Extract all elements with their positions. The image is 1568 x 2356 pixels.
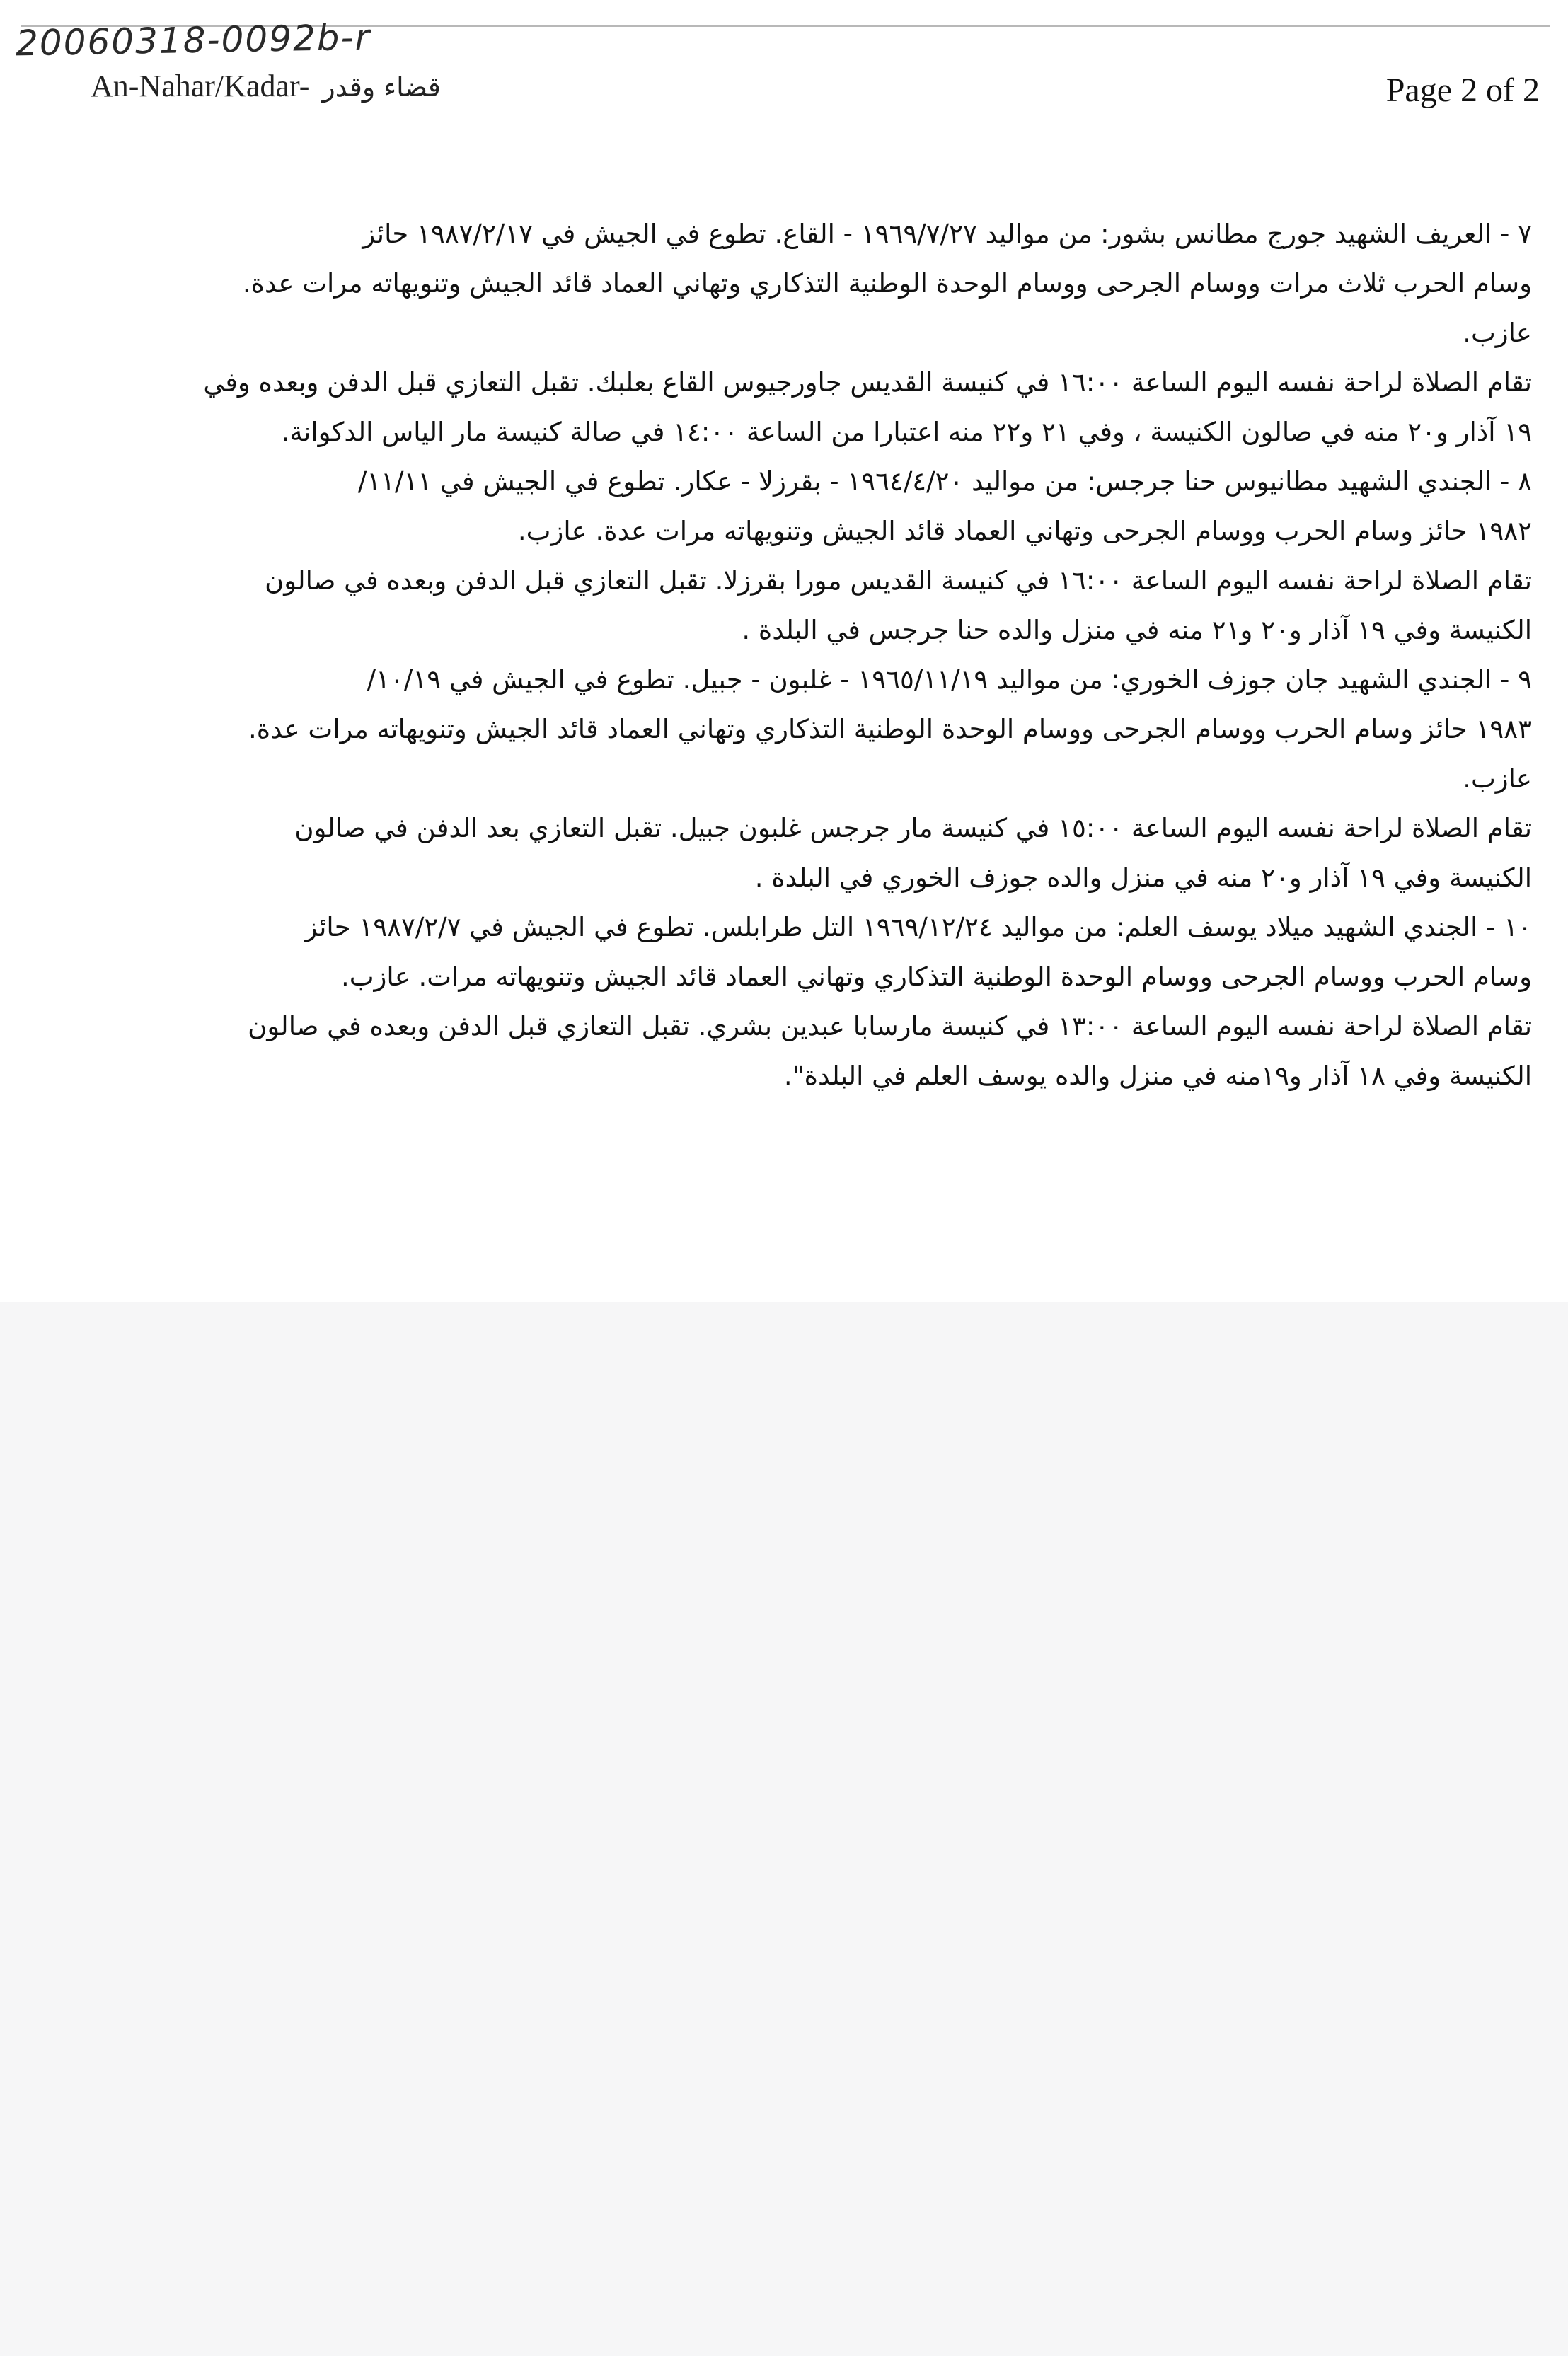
text-line: الكنيسة وفي ١٨ آذار و١٩منه في منزل والده يوسف العلم في البلدة".	[783, 1061, 1532, 1091]
text-line: ١٠ - الجندي الشهيد ميلاد يوسف العلم: من مواليد ١٩٦٩/١٢/٢٤ التل طرابلس. تطوع في الجيش في ١٩٨٧/٢/٧ حائز	[304, 912, 1532, 942]
text-line: ٧ - العريف الشهيد جورج مطانس بشور: من مواليد ١٩٦٩/٧/٢٧ - القاع. تطوع في الجيش في ١٩٨٧/٢/١٧ حائز	[362, 219, 1532, 249]
source-arabic: قضاء وقدر	[322, 71, 441, 103]
text-line: ١٩٨٢ حائز وسام الحرب ووسام الجرحى وتهاني العماد قائد الجيش وتنويهاته مرات عدة. عازب.	[517, 516, 1532, 546]
text-line: ١٩٨٣ حائز وسام الحرب ووسام الجرحى ووسام الوحدة الوطنية التذكاري وتهاني العماد قائد الجيش وتنويهاته مرات عدة.	[248, 714, 1532, 744]
handwritten-reference: 20060318-0092b-r	[15, 16, 371, 64]
text-line: وسام الحرب ثلاث مرات ووسام الجرحى ووسام الوحدة الوطنية التذكاري وتهاني العماد قائد الجيش وتنويهاته مرات عدة.	[242, 268, 1532, 299]
text-line: تقام الصلاة لراحة نفسه اليوم الساعة ١٣:٠٠ في كنيسة مارسابا عبدين بشري. تقبل التعازي قبل الدفن وبعده في صالون	[248, 1011, 1532, 1041]
text-line: عازب.	[1463, 318, 1532, 348]
text-line: ١٩ آذار و٢٠ منه في صالون الكنيسة ، وفي ٢١ و٢٢ منه اعتبارا من الساعة ١٤:٠٠ في صالة كنيسة مار الياس الدكوانة.	[281, 417, 1532, 447]
text-line: تقام الصلاة لراحة نفسه اليوم الساعة ١٦:٠٠ في كنيسة القديس جاورجيوس القاع بعلبك. تقبل التعازي قبل الدفن وبعده وفي	[203, 367, 1532, 398]
source-line	[91, 68, 441, 104]
text-line: عازب.	[1463, 763, 1532, 794]
article-body	[120, 209, 1532, 1101]
page-number: Page 2 of 2	[1385, 71, 1540, 109]
text-line: ٨ - الجندي الشهيد مطانيوس حنا جرجس: من مواليد ١٩٦٤/٤/٢٠ - بقرزلا - عكار. تطوع في الجيش في ١١/١١/	[357, 466, 1532, 497]
source-latin: An-Nahar/Kadar-	[91, 69, 310, 103]
text-line: ٩ - الجندي الشهيد جان جوزف الخوري: من مواليد ١٩٦٥/١١/١٩ - غلبون - جبيل. تطوع في الجيش في ١٠/١٩/	[367, 664, 1532, 695]
text-line: تقام الصلاة لراحة نفسه اليوم الساعة ١٦:٠٠ في كنيسة القديس مورا بقرزلا. تقبل التعازي قبل الدفن وبعده في صالون	[265, 565, 1532, 596]
text-line: تقام الصلاة لراحة نفسه اليوم الساعة ١٥:٠٠ في كنيسة مار جرجس غلبون جبيل. تقبل التعازي بعد الدفن في صالون	[294, 813, 1532, 843]
text-line: وسام الحرب ووسام الجرحى ووسام الوحدة الوطنية التذكاري وتهاني العماد قائد الجيش وتنويهاته مرات. عازب.	[340, 962, 1532, 992]
text-line: الكنيسة وفي ١٩ آذار و٢٠ منه في منزل والده جوزف الخوري في البلدة .	[754, 862, 1532, 893]
text-line: الكنيسة وفي ١٩ آذار و٢٠ و٢١ منه في منزل والده حنا جرجس في البلدة .	[742, 615, 1532, 645]
